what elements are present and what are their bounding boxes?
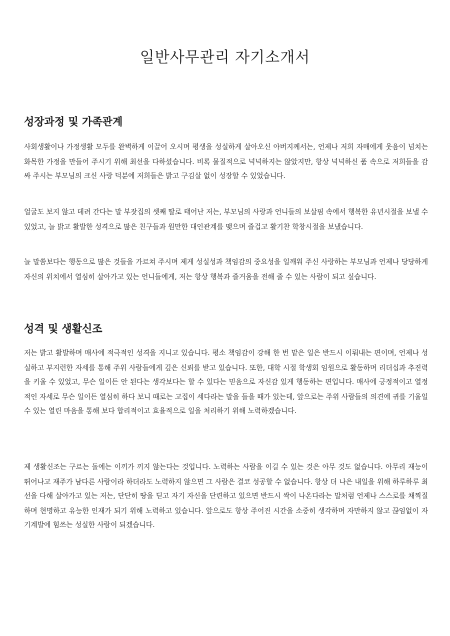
- paragraph-personality-2: 제 생활신조는 구르는 돌에는 이끼가 끼지 않는다는 것입니다. 노력하는 사람을 이길 수 있는 것은 아무 것도 없습니다. 아무리 재능이 뛰어나고 재주가 남다른 사람이라 하더라도 노력하지 않으면 그 사람은 결코 성공할 수 없습니다. 항상 더 나은 내일을 위해 하루하루 최선을 다해 살아가고 있는 저는, 단단히 땅을 딛고 자기 자신을 단련하고 있으면 반드시 싹이 나온다라는 말처럼 언제나 스스로를 채찍질하며 현명하고 유능한 인재가 되기 위해 노력하고 있습니다. 앞으로도 항상 주어진 시간을 소중히 생각하며 자만하지 않고 끊임없이 자기계발에 힘쓰는 성실한 사람이 되겠습니다.: [24, 463, 428, 530]
- document-title: 일반사무관리 자기소개서: [139, 48, 311, 66]
- section-heading-growth: 성장과정 및 가족관계: [24, 116, 123, 128]
- section-heading-personality: 성격 및 생활신조: [24, 323, 103, 335]
- paragraph-growth-2: 얼굴도 보지 않고 데려 간다는 말 부잣집의 셋째 딸로 태어난 저는, 부모님의 사랑과 언니들의 보살핌 속에서 행복한 유년시절을 보낼 수 있었고, 늘 밝고 활발한 성격으로 많은 친구들과 원만한 대인관계를 맺으며 즐겁고 활기찬 학창시절을 보냈습니다.: [24, 208, 428, 231]
- paragraph-growth-1: 사회생활이나 가정생활 모두를 완벽하게 이끌어 오시며 평생을 성실하게 살아오신 아버지께서는, 언제나 저희 자매에게 웃음이 넘치는 화목한 가정을 만들어 주시기 위해 최선을 다하셨습니다. 비록 물질적으로 넉넉하지는 않았지만, 항상 넉넉하신 품 속으로 저희들을 감싸 주시는 부모님의 크신 사랑 덕분에 저희들은 밝고 구김살 없이 성장할 수 있었습니다.: [24, 143, 428, 181]
- paragraph-growth-3: 늘 말씀보다는 행동으로 많은 것들을 가르쳐 주시며 제게 성실성과 책임감의 중요성을 일깨워 주신 사랑하는 부모님과 언제나 당당하게 자신의 위치에서 열심히 살아가고 있는 언니들에게, 저는 항상 행복과 즐거움을 전해 줄 수 있는 사람이 되고 싶습니다.: [24, 258, 428, 281]
- paragraph-personality-1: 저는 밝고 활발하며 매사에 적극적인 성격을 지니고 있습니다. 평소 책임감이 강해 한 번 맡은 일은 반드시 이뤄내는 편이며, 언제나 성실하고 부지런한 자세를 통해 주위 사람들에게 깊은 신뢰를 받고 있습니다. 또한, 대학 시절 학생회 임원으로 활동하며 리더십과 추진력을 키울 수 있었고, 무슨 일이든 안 된다는 생각보다는 할 수 있다는 믿음으로 자신감 있게 행동하는 편입니다. 매사에 긍정적이고 열정적인 자세로 무슨 일이든 열심히 하다 보니 때로는 고집이 세다라는 말을 들을 때가 있는데, 앞으로는 주위 사람들의 의견에 귀를 기울일 수 있는 열린 마음을 통해 보다 합리적이고 효율적으로 일을 처리하기 위해 노력하겠습니다.: [24, 349, 428, 416]
